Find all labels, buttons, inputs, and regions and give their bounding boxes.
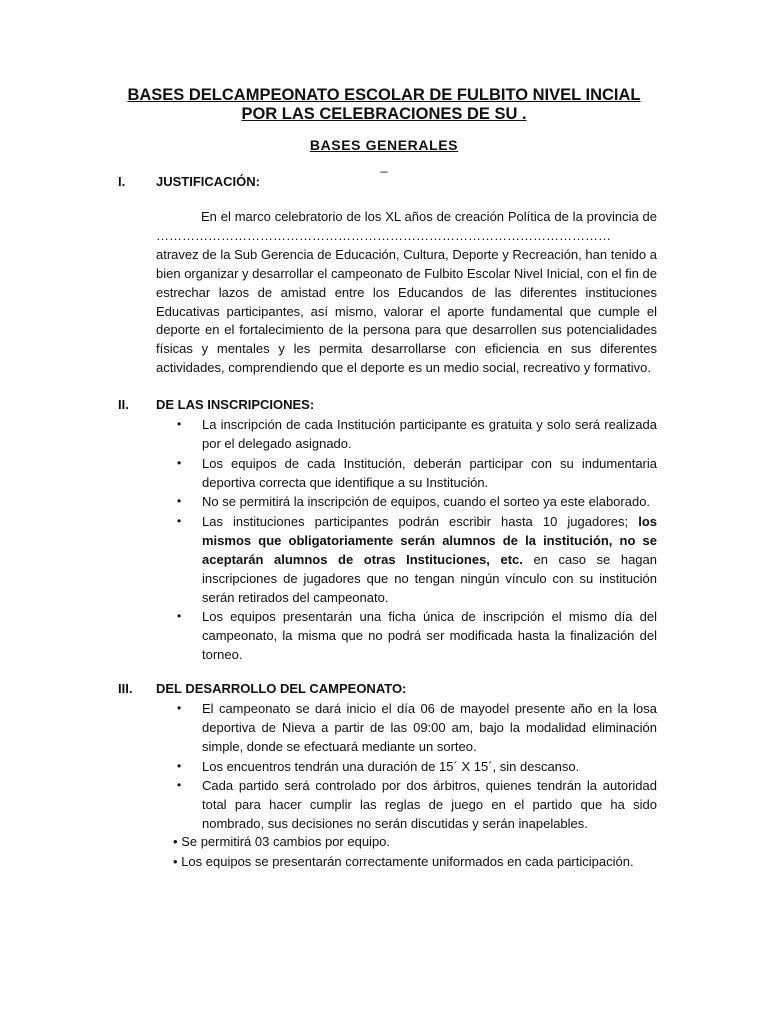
section-title-inscripciones: DE LAS INSCRIPCIONES: xyxy=(156,397,315,412)
section-number-3: III. xyxy=(118,681,133,696)
list-item xyxy=(173,852,634,871)
section-number-2: II. xyxy=(118,397,129,412)
document-subtitle: BASES GENERALES xyxy=(309,137,459,153)
document-title-line-2: POR LAS CELEBRACIONES DE SU . xyxy=(241,105,527,123)
section-title-desarrollo: DEL DESARROLLO DEL CAMPEONATO: xyxy=(156,681,407,696)
list-item-text: Las instituciones participantes podrán escribir hasta 10 jugadores; xyxy=(202,513,639,529)
list-item-text: El campeonato se dará inicio el día 06 de mayodel presente año en la losa deportiva de Nieva a partir de las 09:00 am, bajo la modalidad eliminación simple, donde se efectuará mediante un sorteo. xyxy=(202,701,657,754)
list-item-text: en caso se hagan inscripciones de jugadores que no tengan ningún vínculo con su institución serán retirados del campeonato. xyxy=(202,551,658,605)
list-item xyxy=(176,492,657,511)
bullet-icon: • xyxy=(177,778,182,793)
list-item-text: No se permitirá la inscripción de equipos, cuando el sorteo ya este elaborado. xyxy=(202,494,651,510)
bullet-icon: • xyxy=(177,513,182,528)
bullet-icon: • xyxy=(177,455,182,470)
list-item xyxy=(176,415,657,453)
list-item-text: Los equipos presentarán una ficha única de inscripción el mismo día del campeonato, la misma que no podrá ser modificada hasta la finalización del torneo. xyxy=(202,609,657,663)
subtitle-dash: _ xyxy=(380,158,388,173)
list-item xyxy=(176,607,657,664)
list-item-text: La inscripción de cada Institución participante es gratuita y solo será realizada por el delegado asignado. xyxy=(202,417,657,451)
bullet-icon: • xyxy=(177,609,182,624)
document-title-line-1: BASES DELCAMPEONATO ESCOLAR DE FULBITO NIVEL INCIAL xyxy=(127,86,641,104)
list-item xyxy=(176,512,657,607)
list-item-text: Se permitirá 03 cambios por equipo. xyxy=(181,834,391,849)
bullet-icon: • xyxy=(177,758,182,773)
list-item-text: Los encuentros tendrán una duración de 15´ X 15´, sin descanso. xyxy=(202,758,580,774)
inscripciones-list xyxy=(176,415,657,665)
list-item xyxy=(176,454,657,492)
bullet-icon: • xyxy=(173,834,178,849)
list-item xyxy=(176,699,657,756)
bullet-icon: • xyxy=(177,701,182,715)
bullet-icon: • xyxy=(177,417,182,431)
section-number-1: I. xyxy=(118,174,126,189)
bullet-icon: • xyxy=(173,854,178,869)
list-item-text: Los equipos se presentarán correctamente uniformados en cada participación. xyxy=(181,854,634,869)
list-item xyxy=(176,776,657,833)
list-item xyxy=(173,832,390,851)
list-item-text: Los equipos de cada Institución, deberán participar con su indumentaria deportiva correcta que identifique a su Institución. xyxy=(202,455,657,490)
list-item-text: Cada partido será controlado por dos árbitros, quienes tendrán la autoridad total para hacer cumplir las reglas de juego en el partido que ha sido nombrado, sus decisiones no serán discutidas y serán inapelables. xyxy=(202,778,657,832)
section-title-justificacion: JUSTIFICACIÓN: xyxy=(156,174,260,189)
justificacion-paragraph: En el marco celebratorio de los XL años de creación Política de la provincia de …………………………………………………………………………………………… atravez de la Sub Gerencia de Educación, Cultura, Deporte y Recreación, han tenido a bien organizar y desarrollar el campeonato de Fulbito Escolar Nivel Inicial, con el fin de estrechar lazos de amistad entre los Educandos de las diferentes instituciones Educativas participantes, así mismo, valorar el aporte fundamental que cumple el deporte en el fortalecimiento de la persona para que desarrollen sus potencialidades físicas y mentales y les permita desarrollarse con eficiencia en sus diferentes actividades, comprendiendo que el deporte es un medio social, recreativo y formativo. xyxy=(156,209,657,376)
desarrollo-list xyxy=(176,699,657,834)
list-item-bold-text: los mismos que obligatoriamente serán alumnos de la institución, no se aceptarán alumnos de otras Instituciones, etc. xyxy=(202,513,657,567)
bullet-icon: • xyxy=(177,494,182,509)
list-item xyxy=(176,757,657,776)
